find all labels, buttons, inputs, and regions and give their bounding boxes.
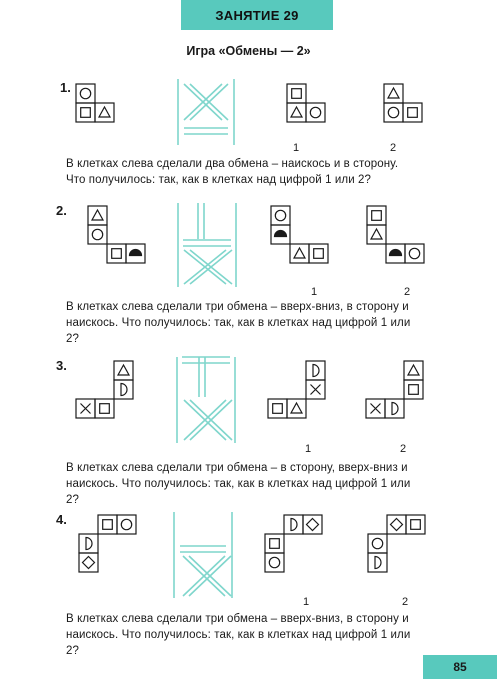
task-number: 2. <box>56 203 67 218</box>
grid-cell <box>268 399 287 418</box>
sideways-swap-hint <box>180 546 226 552</box>
circle-icon <box>310 107 320 117</box>
option-label: 2 <box>399 443 407 455</box>
square-icon <box>81 108 91 118</box>
circle-icon <box>275 210 285 220</box>
diagonal-swap-hint <box>184 400 232 440</box>
hint-frame <box>178 203 236 287</box>
grid-cell <box>95 399 114 418</box>
cross-icon <box>371 404 381 414</box>
half-circle-icon <box>390 250 402 256</box>
triangle-icon <box>92 210 103 220</box>
text-line: наискось. Что получилось: так, как в клетках над цифрой 1 или <box>66 317 411 329</box>
triangle-icon <box>118 365 129 375</box>
text-line: 2? <box>66 645 79 657</box>
text-line: наискось. Что получилось: так, как в клетках над цифрой 1 или <box>66 629 411 641</box>
text-line: В клетках слева сделали три обмена – вверх-вниз, в сторону и <box>66 613 409 625</box>
triangle-icon <box>408 365 419 375</box>
circle-icon <box>388 107 398 117</box>
option-label: 1 <box>310 286 318 298</box>
task-number: 4. <box>56 512 67 527</box>
grid-cell <box>76 84 95 103</box>
grid-cell <box>265 553 284 572</box>
circle-icon <box>269 557 279 567</box>
grid-cell <box>367 206 386 225</box>
game-title: Игра «Обмены — 2» <box>186 44 311 58</box>
circle-icon <box>409 248 419 258</box>
diagonal-swap-hint <box>184 250 232 284</box>
grid-cell <box>287 84 306 103</box>
square-icon <box>411 520 421 530</box>
hint-frame <box>177 357 235 443</box>
square-icon <box>372 211 382 221</box>
grid-cell <box>271 206 290 225</box>
grid-cell <box>368 534 387 553</box>
hint-frame <box>178 79 234 145</box>
d-shape-icon <box>392 403 398 415</box>
square-icon <box>112 249 122 259</box>
grid-cell <box>306 361 325 380</box>
square-icon <box>314 249 324 259</box>
half-circle-icon <box>130 250 142 256</box>
sideways-swap-hint <box>183 240 231 246</box>
sideways-swap-hint <box>184 128 228 134</box>
option-label: 1 <box>302 596 310 608</box>
diagonal-swap-hint <box>183 556 231 596</box>
option-label: 1 <box>304 443 312 455</box>
page-number: 85 <box>453 660 467 674</box>
grid-cell <box>385 399 404 418</box>
circle-icon <box>372 538 382 548</box>
grid-cell <box>406 515 425 534</box>
grid-cell <box>306 103 325 122</box>
text-line: В клетках слева сделали три обмена – в сторону, вверх-вниз и <box>66 462 408 474</box>
cross-icon <box>311 385 321 395</box>
grid-cell <box>403 103 422 122</box>
circle-icon <box>121 519 131 529</box>
triangle-icon <box>388 88 399 98</box>
square-icon <box>409 385 419 395</box>
grid-cell <box>284 515 303 534</box>
grid-cell <box>107 244 126 263</box>
grid-cell <box>114 380 133 399</box>
option-label: 2 <box>389 142 397 154</box>
square-icon <box>408 108 418 118</box>
grid-cell <box>309 244 328 263</box>
circle-icon <box>80 88 90 98</box>
text-line: Что получилось: так, как в клетках над цифрой 1 или 2? <box>66 174 372 186</box>
diamond-icon <box>83 557 95 569</box>
grid-cell <box>88 225 107 244</box>
diamond-icon <box>307 519 319 531</box>
circle-icon <box>92 229 102 239</box>
d-shape-icon <box>313 365 319 377</box>
grid-cell <box>384 103 403 122</box>
grid-cell <box>117 515 136 534</box>
text-line: наискось. Что получилось: так, как в клетках над цифрой 1 или <box>66 478 411 490</box>
lesson-title: ЗАНЯТИЕ 29 <box>215 7 299 23</box>
square-icon <box>100 404 110 414</box>
grid-cell <box>404 380 423 399</box>
triangle-icon <box>291 403 302 413</box>
text-line: В клетках слева сделали два обмена – наискось и в сторону. <box>66 158 399 170</box>
hint-frame <box>174 512 232 598</box>
d-shape-icon <box>291 519 297 531</box>
option-label: 1 <box>292 142 300 154</box>
diagonal-swap-hint <box>184 84 228 120</box>
text-line: В клетках слева сделали три обмена – вверх-вниз, в сторону и <box>66 301 409 313</box>
cross-icon <box>81 404 91 414</box>
grid-cell <box>98 515 117 534</box>
square-icon <box>273 404 283 414</box>
text-line: 2? <box>66 333 79 345</box>
grid-cell <box>405 244 424 263</box>
text-line: 2? <box>66 494 79 506</box>
vertical-swap-hint <box>198 203 204 239</box>
option-label: 2 <box>403 286 411 298</box>
sideways-swap-hint <box>182 357 230 363</box>
square-icon <box>103 520 113 530</box>
d-shape-icon <box>375 557 381 569</box>
half-circle-icon <box>275 231 287 237</box>
square-icon <box>270 539 280 549</box>
d-shape-icon <box>86 538 92 550</box>
diamond-icon <box>391 519 403 531</box>
triangle-icon <box>291 107 302 117</box>
triangle-icon <box>294 248 305 258</box>
square-icon <box>292 89 302 99</box>
triangle-icon <box>371 229 382 239</box>
task-number: 3. <box>56 358 67 373</box>
triangle-icon <box>99 107 110 117</box>
grid-cell <box>79 534 98 553</box>
grid-cell <box>368 553 387 572</box>
option-label: 2 <box>401 596 409 608</box>
d-shape-icon <box>121 384 127 396</box>
grid-cell <box>76 103 95 122</box>
grid-cell <box>265 534 284 553</box>
task-number: 1. <box>60 80 71 95</box>
